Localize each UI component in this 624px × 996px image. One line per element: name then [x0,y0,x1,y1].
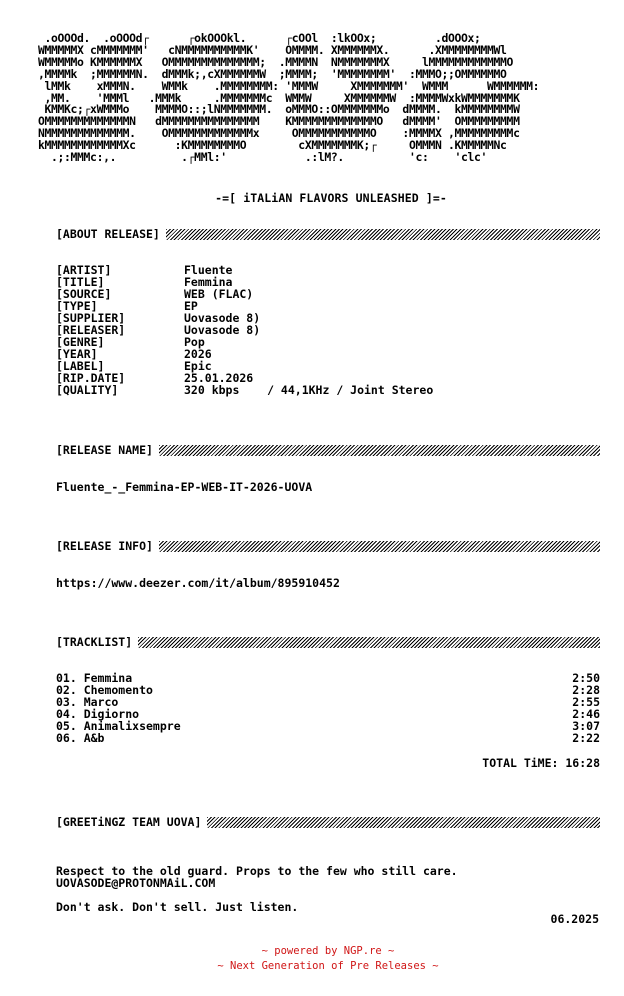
field-key: [ARTIST] [56,263,112,277]
hatched-divider [138,637,600,648]
field-value: Femmina [184,275,233,289]
field-key: [GENRE] [56,335,105,349]
section-label: [RELEASE INFO] [56,539,153,553]
release-url-link[interactable]: https://www.deezer.com/it/album/895910452 [56,576,340,590]
field-row-year [56,348,433,360]
field-value: 320 kbps / 44,1KHz / Joint Stereo [184,383,434,397]
footer-tagline: ~ Next Generation of Pre Releases ~ [217,960,439,972]
field-key: [TITLE] [56,275,105,289]
field-key: [QUALITY] [56,383,119,397]
field-key: [YEAR] [56,347,98,361]
hatched-divider [166,229,600,240]
track-row [56,732,600,744]
field-key: [SUPPLIER] [56,311,126,325]
hatched-divider [207,817,600,828]
section-label: [RELEASE NAME] [56,443,153,457]
section-header-tracklist [56,635,600,649]
track-title: 04. Digiorno [56,707,140,721]
tracklist [56,672,600,744]
field-value: Uovasode 8) [184,311,261,325]
field-row-quality [56,384,433,396]
release-fields [56,264,433,396]
field-value: 2026 [184,347,212,361]
section-label: [ABOUT RELEASE] [56,227,160,241]
field-value: Epic [184,359,212,373]
field-key: [LABEL] [56,359,105,373]
field-value: 25.01.2026 [184,371,254,385]
field-value: Fluente [184,263,233,277]
field-value: EP [184,299,198,313]
field-row-artist [56,264,433,276]
track-title: 02. Chemomento [56,683,153,697]
track-duration: 3:07 [572,719,600,733]
section-header-about [56,227,600,241]
ascii-logo: .oOOOd. .oOOOd┌ ┌okOOOkl. ┌cOOl :lkOOx; .dOOOx; WMMMMMX cMMMMMMM' cNMMMMMMMMMMK' OMMMM. XMMMMMMX. .XMMMMMMMMWl WMMMMMo KMMMMMMX OMMMMMMMMMMMMMM; .MMMMN NMMMMMMMX lMMMMMMMMMMMMO ,MMMMk ;MMMMMMN. dMMMk;,cXMMMMMMW ;MMMM; 'MMMMMMMM' :MMMO;;OMMMMMMO lMMk xMMMN. WMMk .MMMMMMMM: 'MMMW XMMMMMMM' WMMM WMMMMMM: ,MM. 'MMMl .MMMk .MMMMMMMc WMMW XMMMMMMW :MMMMWxkWMMMMMMMK KMMKc;┌xWMMMo MMMMO::;lNMMMMMMM. oMMMO::OMMMMMMMo dMMMM. kMMMMMMMMW OMMMMMMMMMMMMMN dMMMMMMMMMMMMMMM KMMMMMMMMMMMMMO dMMMM' OMMMMMMMMM NMMMMMMMMMMMMM. OMMMMMMMMMMMMMx OMMMMMMMMMMMO :MMMMX ,MMMMMMMMMc kMMMMMMMMMMMMXc :KMMMMMMMMO cXMMMMMMMK;┌ OMMMN .KMMMMMNc .;:MMMc:,. .┌MMl:' .:lM?. 'c: 'clc' [38,31,540,165]
hatched-divider [159,445,600,456]
field-row-genre [56,336,433,348]
field-value: Uovasode 8) [184,323,261,337]
field-value: WEB (FLAC) [184,287,254,301]
track-row [56,720,600,732]
field-key: [RIP.DATE] [56,371,126,385]
field-row-source [56,288,433,300]
field-key: [RELEASER] [56,323,126,337]
contact-email[interactable]: UOVASODE@PROTONMAiL.COM [56,876,216,890]
section-header-release-name [56,443,600,457]
total-time: TOTAL TiME: 16:28 [482,756,600,770]
greetings-line: Don't ask. Don't sell. Just listen. [56,900,299,914]
footer-powered-by[interactable]: ~ powered by NGP.re ~ [261,945,395,957]
field-row-releaser [56,324,433,336]
track-title: 03. Marco [56,695,119,709]
track-duration: 2:22 [572,731,600,745]
track-duration: 2:46 [572,707,600,721]
track-row [56,684,600,696]
track-title: 01. Femmina [56,671,133,685]
section-header-greetings [56,815,600,829]
hatched-divider [159,541,600,552]
section-label: [TRACKLIST] [56,635,133,649]
field-key: [SOURCE] [56,287,112,301]
track-duration: 2:55 [572,695,600,709]
tagline: -=[ iTALiAN FLAVORS UNLEASHED ]=- [215,191,447,205]
track-duration: 2:28 [572,683,600,697]
release-name: Fluente_-_Femmina-EP-WEB-IT-2026-UOVA [56,480,313,494]
track-title: 06. A&b [56,731,105,745]
section-label: [GREETiNGZ TEAM UOVA] [56,815,202,829]
field-value: Pop [184,335,205,349]
release-date: 06.2025 [550,912,599,926]
field-key: [TYPE] [56,299,98,313]
track-title: 05. Animalixsempre [56,719,181,733]
greetings-line: Respect to the old guard. Props to the few who still care. [56,864,458,878]
section-header-release-info [56,539,600,553]
track-duration: 2:50 [572,671,600,685]
